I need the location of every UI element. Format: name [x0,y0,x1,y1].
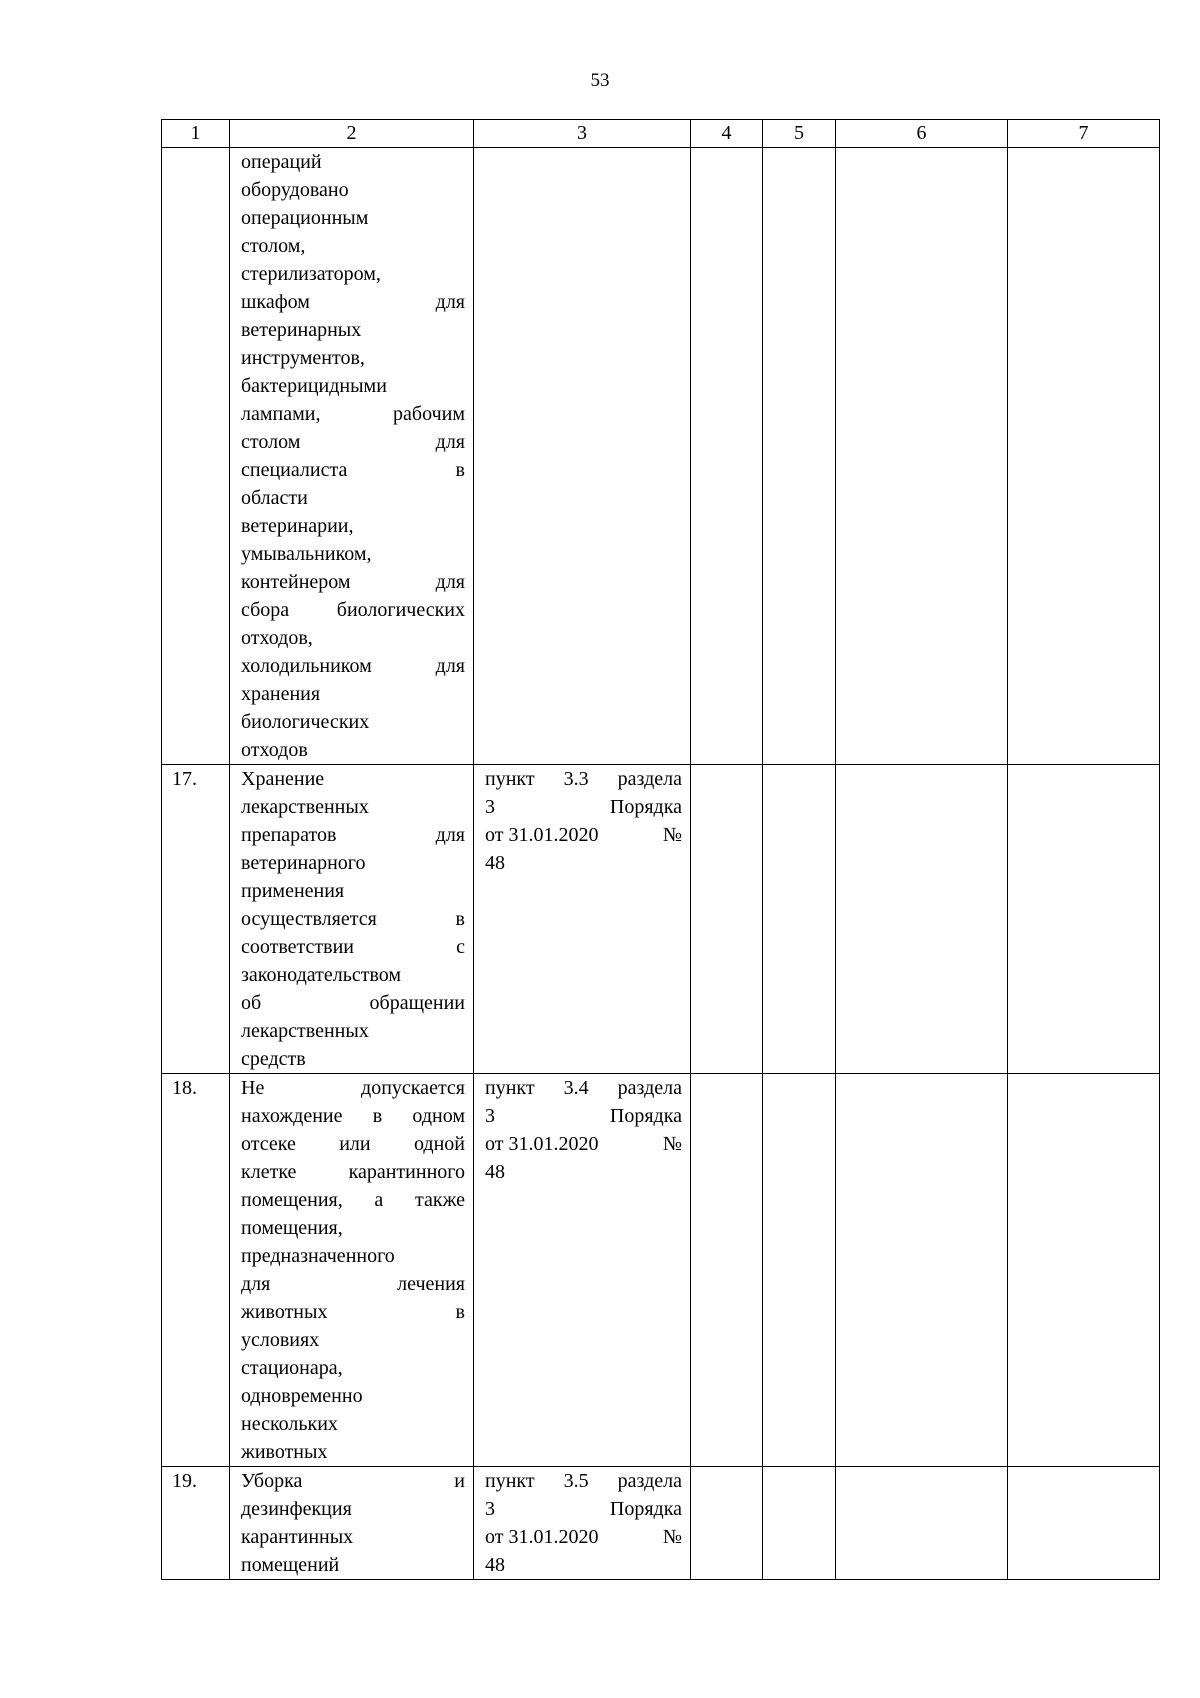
reference-line [485,1074,682,1102]
row-number [162,148,230,765]
table-header-row [162,120,1160,148]
text-word: допускается [361,1077,465,1099]
requirement-line [241,849,465,877]
column-header-7: 7 [1008,120,1160,148]
text-word: помещений [241,1554,340,1576]
requirement-line [241,1186,465,1214]
requirement-line [241,877,465,905]
requirement-line [241,933,465,961]
reference-line [485,1158,682,1186]
text-word: сбора [241,599,290,621]
column-7-cell [1008,1467,1160,1580]
text-word: нахождение [241,1105,343,1127]
reference-line [485,765,682,793]
requirement-line [241,1523,465,1551]
column-7-cell [1008,148,1160,765]
text-word: от 31.01.2020 [485,1526,599,1548]
text-word: в [455,1301,465,1323]
text-word: инструментов, [241,347,365,369]
text-word: операций [241,151,322,173]
column-7-cell [1008,765,1160,1074]
text-word: рабочим [393,403,465,425]
requirement-line [241,1242,465,1270]
text-word: предназначенного [241,1245,395,1267]
legal-reference-cell [474,1467,691,1580]
text-word: столом [241,431,301,453]
reference-line [485,1102,682,1130]
text-word: отсеке [241,1133,296,1155]
row-number: 18. [162,1074,230,1467]
requirement-line [241,596,465,624]
text-word: 3.3 [563,768,589,790]
text-word: № [662,1133,682,1155]
text-word: 48 [485,1554,505,1576]
text-word: нескольких [241,1413,338,1435]
requirement-line [241,456,465,484]
text-word: 3 [485,1105,495,1127]
column-4-cell [691,1074,763,1467]
text-word: от 31.01.2020 [485,824,599,846]
reference-line [485,793,682,821]
requirement-line [241,1438,465,1466]
text-word: 48 [485,852,505,874]
requirement-line [241,1410,465,1438]
text-word: ветеринарного [241,852,366,874]
row-number: 17. [162,765,230,1074]
text-word: законодательством [241,964,402,986]
requirement-line [241,652,465,680]
text-word: помещения, [241,1217,343,1239]
requirement-line [241,736,465,764]
text-word: для [435,291,465,313]
text-word: пункт [485,768,535,790]
text-word: 3 [485,1498,495,1520]
column-5-cell [763,1074,836,1467]
text-word: осуществляется [241,908,377,930]
column-6-cell [836,1467,1008,1580]
text-word: животных [241,1301,328,1323]
text-word: лечения [397,1273,465,1295]
text-word: условиях [241,1329,320,1351]
text-word: для [435,571,465,593]
text-word: пункт [485,1470,535,1492]
requirement-line [241,428,465,456]
requirement-line [241,1017,465,1045]
text-word: отходов, [241,627,313,649]
text-word: в [455,459,465,481]
legal-reference-cell [474,1074,691,1467]
requirement-line [241,1382,465,1410]
text-word: хранения [241,683,321,705]
text-word: для [435,655,465,677]
text-word: в [372,1105,383,1127]
requirement-line [241,821,465,849]
requirement-line [241,1270,465,1298]
column-5-cell [763,765,836,1074]
text-word: № [662,824,682,846]
text-word: стерилизатором, [241,263,381,285]
column-header-4: 4 [691,120,763,148]
page-number: 53 [590,70,610,91]
column-6-cell [836,765,1008,1074]
requirement-line [241,1214,465,1242]
text-word: для [435,431,465,453]
requirement-line [241,989,465,1017]
text-word: для [241,1273,271,1295]
text-word: холодильником [241,655,372,677]
text-word: Хранение [241,768,325,790]
text-word: дезинфекция [241,1498,352,1520]
requirement-line [241,1298,465,1326]
reference-line [485,821,682,849]
requirement-line [241,1495,465,1523]
text-word: Порядка [609,1498,682,1520]
text-word: специалиста [241,459,348,481]
text-word: об [241,992,262,1014]
text-word: Порядка [609,796,682,818]
text-word: лекарственных [241,1020,369,1042]
table-row [162,1467,1160,1580]
text-word: бактерицидными [241,375,387,397]
text-word: биологических [336,599,465,621]
text-word: карантинного [348,1161,465,1183]
text-word: раздела [617,768,682,790]
requirement-cell [230,1074,474,1467]
text-word: лампами, [241,403,321,425]
requirement-line [241,1158,465,1186]
requirement-cell [230,765,474,1074]
text-word: стационара, [241,1357,343,1379]
reference-line [485,1130,682,1158]
requirement-line [241,568,465,596]
column-header-1: 1 [162,120,230,148]
requirement-line [241,1102,465,1130]
column-header-2: 2 [230,120,474,148]
column-6-cell [836,148,1008,765]
text-word: в [455,908,465,930]
text-word: столом, [241,235,306,257]
legal-reference-cell [474,765,691,1074]
text-word: препаратов [241,824,337,846]
text-word: от 31.01.2020 [485,1133,599,1155]
text-word: 48 [485,1161,505,1183]
checklist-table [161,119,1160,1580]
column-header-6: 6 [836,120,1008,148]
column-header-5: 5 [763,120,836,148]
text-word: с [456,936,465,958]
text-word: шкафом [241,291,310,313]
requirement-line [241,961,465,989]
text-word: одном [412,1105,465,1127]
text-word: пункт [485,1077,535,1099]
column-4-cell [691,148,763,765]
text-word: обращении [369,992,465,1014]
requirement-line [241,484,465,512]
text-word: 3.4 [563,1077,589,1099]
text-word: отходов [241,739,308,761]
text-word: средств [241,1048,306,1070]
text-word: соответствии [241,936,355,958]
text-word: животных [241,1441,328,1463]
table-row [162,1074,1160,1467]
requirement-line [241,680,465,708]
text-word: операционным [241,207,369,229]
requirement-line [241,1551,465,1579]
text-word: одновременно [241,1385,363,1407]
text-word: Не [241,1077,265,1099]
column-4-cell [691,765,763,1074]
text-word: лекарственных [241,796,369,818]
reference-line [485,1467,682,1495]
requirement-line [241,260,465,288]
text-word: одной [413,1133,465,1155]
reference-line [485,1523,682,1551]
requirement-line [241,1130,465,1158]
column-5-cell [763,148,836,765]
requirement-line [241,344,465,372]
text-word: умывальником, [241,543,372,565]
text-word: клетке [241,1161,297,1183]
text-word: применения [241,880,345,902]
requirement-line [241,372,465,400]
requirement-line [241,793,465,821]
requirement-line [241,148,465,176]
text-word: Уборка [241,1470,303,1492]
reference-line [485,849,682,877]
text-word: и [454,1470,465,1492]
table-row [162,765,1160,1074]
text-word: раздела [617,1470,682,1492]
text-word: оборудовано [241,179,349,201]
requirement-line [241,1354,465,1382]
requirement-cell [230,148,474,765]
text-word: карантинных [241,1526,354,1548]
requirement-line [241,316,465,344]
text-word: контейнером [241,571,351,593]
text-word: 3.5 [563,1470,589,1492]
requirement-line [241,400,465,428]
requirement-line [241,708,465,736]
reference-line [485,1551,682,1579]
text-word: а [374,1189,384,1211]
reference-line [485,1495,682,1523]
requirement-cell [230,1467,474,1580]
requirement-line [241,1074,465,1102]
requirement-line [241,1045,465,1073]
text-word: № [662,1526,682,1548]
requirement-line [241,624,465,652]
column-4-cell [691,1467,763,1580]
column-7-cell [1008,1074,1160,1467]
text-word: области [241,487,308,509]
requirement-line [241,512,465,540]
legal-reference-cell [474,148,691,765]
requirement-line [241,288,465,316]
column-5-cell [763,1467,836,1580]
requirement-line [241,540,465,568]
text-word: для [435,824,465,846]
column-header-3: 3 [474,120,691,148]
requirement-line [241,176,465,204]
text-word: биологических [241,711,370,733]
text-word: помещения, [241,1189,343,1211]
text-word: 3 [485,796,495,818]
requirement-line [241,204,465,232]
requirement-line [241,905,465,933]
requirement-line [241,765,465,793]
text-word: раздела [617,1077,682,1099]
text-word: или [339,1133,371,1155]
table-body [162,148,1160,1580]
requirement-line [241,232,465,260]
requirement-line [241,1467,465,1495]
table-row [162,148,1160,765]
row-number: 19. [162,1467,230,1580]
text-word: ветеринарных [241,319,362,341]
text-word: Порядка [609,1105,682,1127]
requirement-line [241,1326,465,1354]
column-6-cell [836,1074,1008,1467]
text-word: также [414,1189,465,1211]
text-word: ветеринарии, [241,515,354,537]
